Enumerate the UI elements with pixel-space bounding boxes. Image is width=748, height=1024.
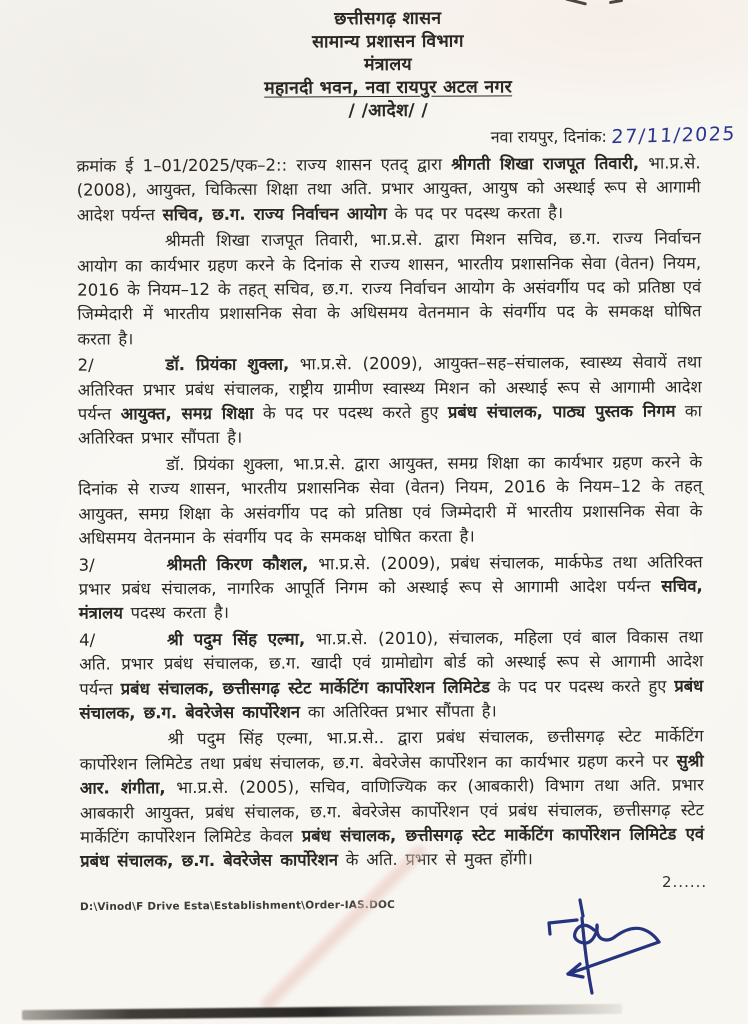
- emphasized-text: प्रबंध संचालक, पाठ्य पुस्तक निगम: [447, 401, 676, 422]
- emphasized-text: सुश्री आर. शंगीता,: [79, 751, 704, 798]
- ministry-name: मंत्रालय: [364, 54, 413, 76]
- emphasized-text: आयुक्त, समग्र शिक्षा: [120, 403, 254, 424]
- body-text: भा.प्र.से. (2009), प्रबंध संचालक, मार्कफेड तथा अतिरिक्त प्रभार प्रबंध संचालक, नागरिक आपूर्ति निगम को अस्थाई रूप से आगामी आदेश पर्यन्त: [78, 551, 703, 599]
- body-text: का अतिरिक्त प्रभार सौंपता है।: [299, 701, 497, 722]
- dateline: [76, 124, 736, 149]
- body-text: श्रीमती शिखा राजपूत तिवारी, भा.प्र.से. द्वारा मिशन सचिव, छ.ग. राज्य निर्वाचन आयोग का कार्यभार ग्रहण करने के दिनांक से राज्य शासन, भारतीय प्रशासनिक सेवा (वेतन) नियम, 2016 के नियम–12 के तहत् सचिव, छ.ग. राज्य निर्वाचन आयोग के असंवर्गीय पद को प्रतिष्ठा एवं जिम्मेदारी में भारतीय प्रशासनिक सेवा के अधिसमय वेतनमान के संवर्गीय पद के समकक्ष घोषित करता है।: [77, 228, 702, 349]
- signature-scribble: [536, 890, 676, 1012]
- address-line: महानदी भवन, नवा रायपुर अटल नगर: [264, 77, 513, 99]
- dateline-printed-text: नवा रायपुर, दिनांक:: [490, 126, 607, 147]
- body-text: के पद पर पदस्थ करते हुए: [489, 676, 675, 697]
- body-text: के पद पर पदस्थ करता है।: [386, 202, 564, 223]
- document-header: [76, 6, 701, 124]
- body-text: का अतिरिक्त प्रभार सौंपता है।: [77, 401, 702, 449]
- body-text: भा.प्र.से. (2009), आयुक्त–सह–संचालक, स्वास्थ्य सेवायें तथा अतिरिक्त प्रभार प्रबंध संचालक, राष्ट्रीय ग्रामीण स्वास्थ्य मिशन को अस्थाई रूप से आगामी आदेश पर्यन्त: [77, 352, 702, 424]
- emphasized-text: श्री पदुम सिंह एल्मा,: [166, 629, 306, 649]
- government-name: छत्तीसगढ़ शासन: [334, 8, 442, 30]
- emphasized-text: डॉ. प्रियंका शुक्ला,: [165, 354, 290, 375]
- body-text: क्रमांक ई 1–01/2025/एक–2:: राज्य शासन एतद् द्वारा: [76, 154, 452, 176]
- emphasized-text: प्रबंध संचालक, छत्तीसगढ़ स्टेट मार्केटिंग कार्पोरेशन लिमिटेड एवं प्रबंध संचालक, छ.ग. बेवरेजेस कार्पोरेशन: [80, 824, 705, 872]
- body-text: पदस्थ करता है।: [122, 603, 230, 623]
- order-paragraph: [76, 151, 700, 227]
- emphasized-text: सचिव, छ.ग. राज्य निर्वाचन आयोग: [162, 203, 387, 225]
- order-paragraph: [78, 351, 703, 452]
- body-text: के अति. प्रभार से मुक्त होंगी।: [337, 849, 533, 870]
- order-paragraph: [78, 450, 703, 551]
- paragraph-number: 4/: [78, 630, 96, 650]
- paragraph-number: 3/: [78, 555, 95, 575]
- scan-edge-shadow: [22, 1004, 622, 1020]
- order-paragraph: [79, 725, 704, 875]
- body-text: भा.प्र.से. (2010), संचालक, महिला एवं बाल विकास तथा अति. प्रभार प्रबंध संचालक, छ.ग. खादी एवं ग्रामोद्योग बोर्ड को अस्थाई रूप से आगामी आदेश पर्यन्त: [79, 627, 704, 699]
- body-text: भा.प्र.से. (2008), आयुक्त, चिकित्सा शिक्षा तथा अति. प्रभार आयुक्त, आयुष को अस्थाई रूप से आगामी आदेश पर्यन्त: [76, 153, 701, 225]
- body-text: श्री पदुम सिंह एल्मा, भा.प्र.से.. द्वारा प्रबंध संचालक, छत्तीसगढ़ स्टेट मार्केटिंग कार्पोरेशन लिमिटेड तथा प्रबंध संचालक, छ.ग. बेवरेजेस कार्पोरेशन का कार्यभार ग्रहण करने पर: [79, 726, 704, 774]
- paragraph-number: 2/: [77, 355, 94, 375]
- department-name: सामान्य प्रशासन विभाग: [312, 31, 464, 53]
- emphasized-text: सचिव, मंत्रालय: [78, 576, 703, 623]
- order-body: [76, 151, 704, 874]
- page-continuation-marker: 2......: [662, 873, 708, 891]
- scan-top-mark-artifact: [563, 0, 653, 8]
- order-paragraph: [79, 550, 703, 626]
- order-title: / /आदेश/ /: [348, 100, 429, 122]
- order-content: [76, 6, 738, 876]
- body-text: भा.प्र.से. (2005), सचिव, वाणिज्यिक कर (आबकारी) विभाग तथा अति. प्रभार आबकारी आयुक्त, प्रबंध संचालक, छ.ग. बेवरेजेस कार्पोरेशन एवं प्रबंध संचालक, छत्तीसगढ़ स्टेट मार्केटिंग कार्पोरेशन लिमिटेड केवल: [79, 775, 704, 847]
- body-text: डॉ. प्रियंका शुक्ला, भा.प्र.से. द्वारा आयुक्त, समग्र शिक्षा का कार्यभार ग्रहण करने के दिनांक से राज्य शासन, भारतीय प्रशासनिक सेवा (वेतन) नियम, 2016 के नियम–12 के तहत् आयुक्त, समग्र शिक्षा के असंवर्गीय पद को प्रतिष्ठा एवं जिम्मेदारी में भारतीय प्रशासनिक सेवा के अधिसमय वेतनमान के संवर्गीय पद के समकक्ष घोषित करता है।: [78, 452, 703, 548]
- emphasized-text: श्रीमती किरण कौशल,: [166, 553, 309, 574]
- order-paragraph: [79, 625, 704, 726]
- handwritten-date: 27/11/2025: [611, 122, 738, 149]
- emphasized-text: प्रबंध संचालक, छ.ग. बेवरेजेस कार्पोरेशन: [79, 675, 704, 723]
- order-paragraph: [77, 227, 702, 352]
- emphasized-text: प्रबंध संचालक, छत्तीसगढ़ स्टेट मार्केटिंग कार्पोरेशन लिमिटेड: [120, 677, 490, 698]
- file-path: D:\Vinod\F Drive Esta\Establishment\Order-IAS.DOC: [79, 898, 396, 914]
- body-text: के पद पर पदस्थ करते हुए: [253, 402, 449, 423]
- emphasized-text: श्रीगती शिखा राजपूत तिवारी,: [451, 153, 640, 174]
